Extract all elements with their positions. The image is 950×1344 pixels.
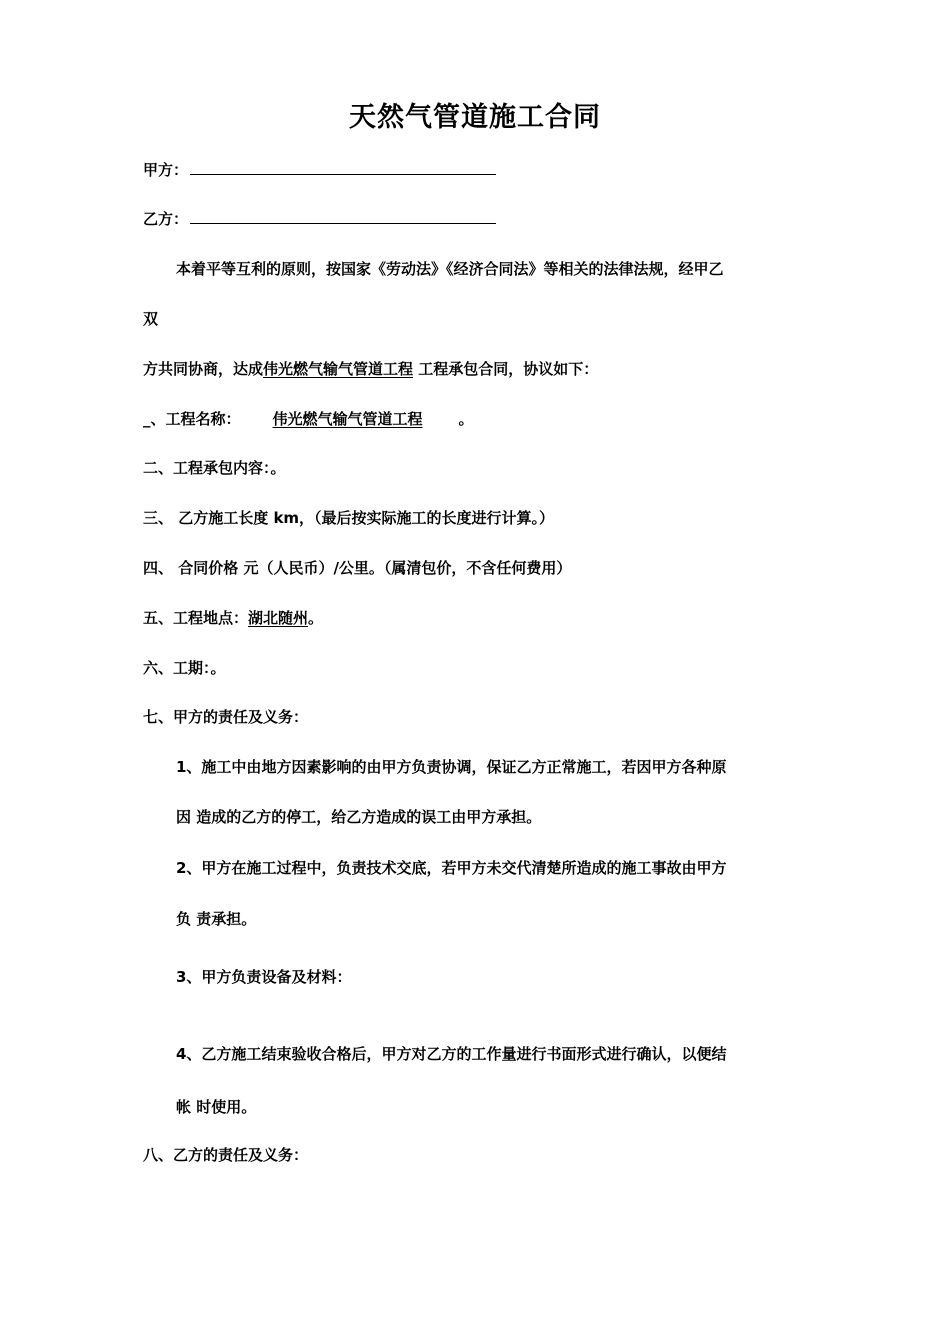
party-a-blank xyxy=(190,159,496,175)
party-b-line xyxy=(143,208,496,230)
document-title: 天然气管道施工合同 xyxy=(349,102,601,133)
clause-5 xyxy=(143,607,323,629)
party-b-blank xyxy=(190,208,496,224)
item-4-line-2: 帐 时使用。 xyxy=(176,1098,257,1116)
clause-4: 四、 合同价格 元（人民币）/公里。（属清包价，不含任何费用） xyxy=(143,559,572,577)
intro-line-1: 本着平等互利的原则，按国家《劳动法》《经济合同法》等相关的法律法规，经甲乙 xyxy=(176,260,724,278)
intro-line-2: 双 xyxy=(143,310,159,328)
clause-5-end: 。 xyxy=(308,609,324,627)
clause-6: 六、工期：。 xyxy=(143,659,226,677)
clause-1 xyxy=(143,408,474,430)
party-b-label: 乙方： xyxy=(143,210,189,228)
clause-5-label: 五、工程地点： xyxy=(143,609,249,627)
item-1-line-2: 因 造成的乙方的停工，给乙方造成的误工由甲方承担。 xyxy=(176,808,542,826)
clause-1-project-name: 伟光燃气输气管道工程 xyxy=(272,410,423,428)
intro-line-3 xyxy=(143,358,598,380)
clause-8: 八、乙方的责任及义务： xyxy=(143,1146,309,1164)
intro-project-name: 伟光燃气输气管道工程 xyxy=(263,360,414,378)
clause-2: 二、工程承包内容：。 xyxy=(143,459,286,477)
clause-3: 三、 乙方施工长度 km，（最后按实际施工的长度进行计算。） xyxy=(143,509,555,527)
item-3: 3、甲方负责设备及材料： xyxy=(176,968,352,986)
clause-5-location: 湖北随州 xyxy=(248,609,309,627)
party-a-label: 甲方： xyxy=(143,161,189,179)
clause-1-label: _、工程名称： xyxy=(143,410,241,428)
item-2-line-1: 2、甲方在施工过程中，负责技术交底，若甲方未交代清楚所造成的施工事故由甲方 xyxy=(176,859,727,877)
item-1-line-1: 1、施工中由地方因素影响的由甲方负责协调，保证乙方正常施工，若因甲方各种原 xyxy=(176,758,727,776)
clause-7: 七、甲方的责任及义务： xyxy=(143,708,309,726)
clause-1-end: 。 xyxy=(458,410,474,428)
intro-line-3-pre: 方共同协商，达成 xyxy=(143,360,264,378)
party-a-line xyxy=(143,159,496,181)
intro-line-3-post: 工程承包合同，协议如下： xyxy=(413,360,599,378)
item-4-line-1: 4、乙方施工结束验收合格后，甲方对乙方的工作量进行书面形式进行确认，以便结 xyxy=(176,1045,727,1063)
item-2-line-2: 负 责承担。 xyxy=(176,910,257,928)
